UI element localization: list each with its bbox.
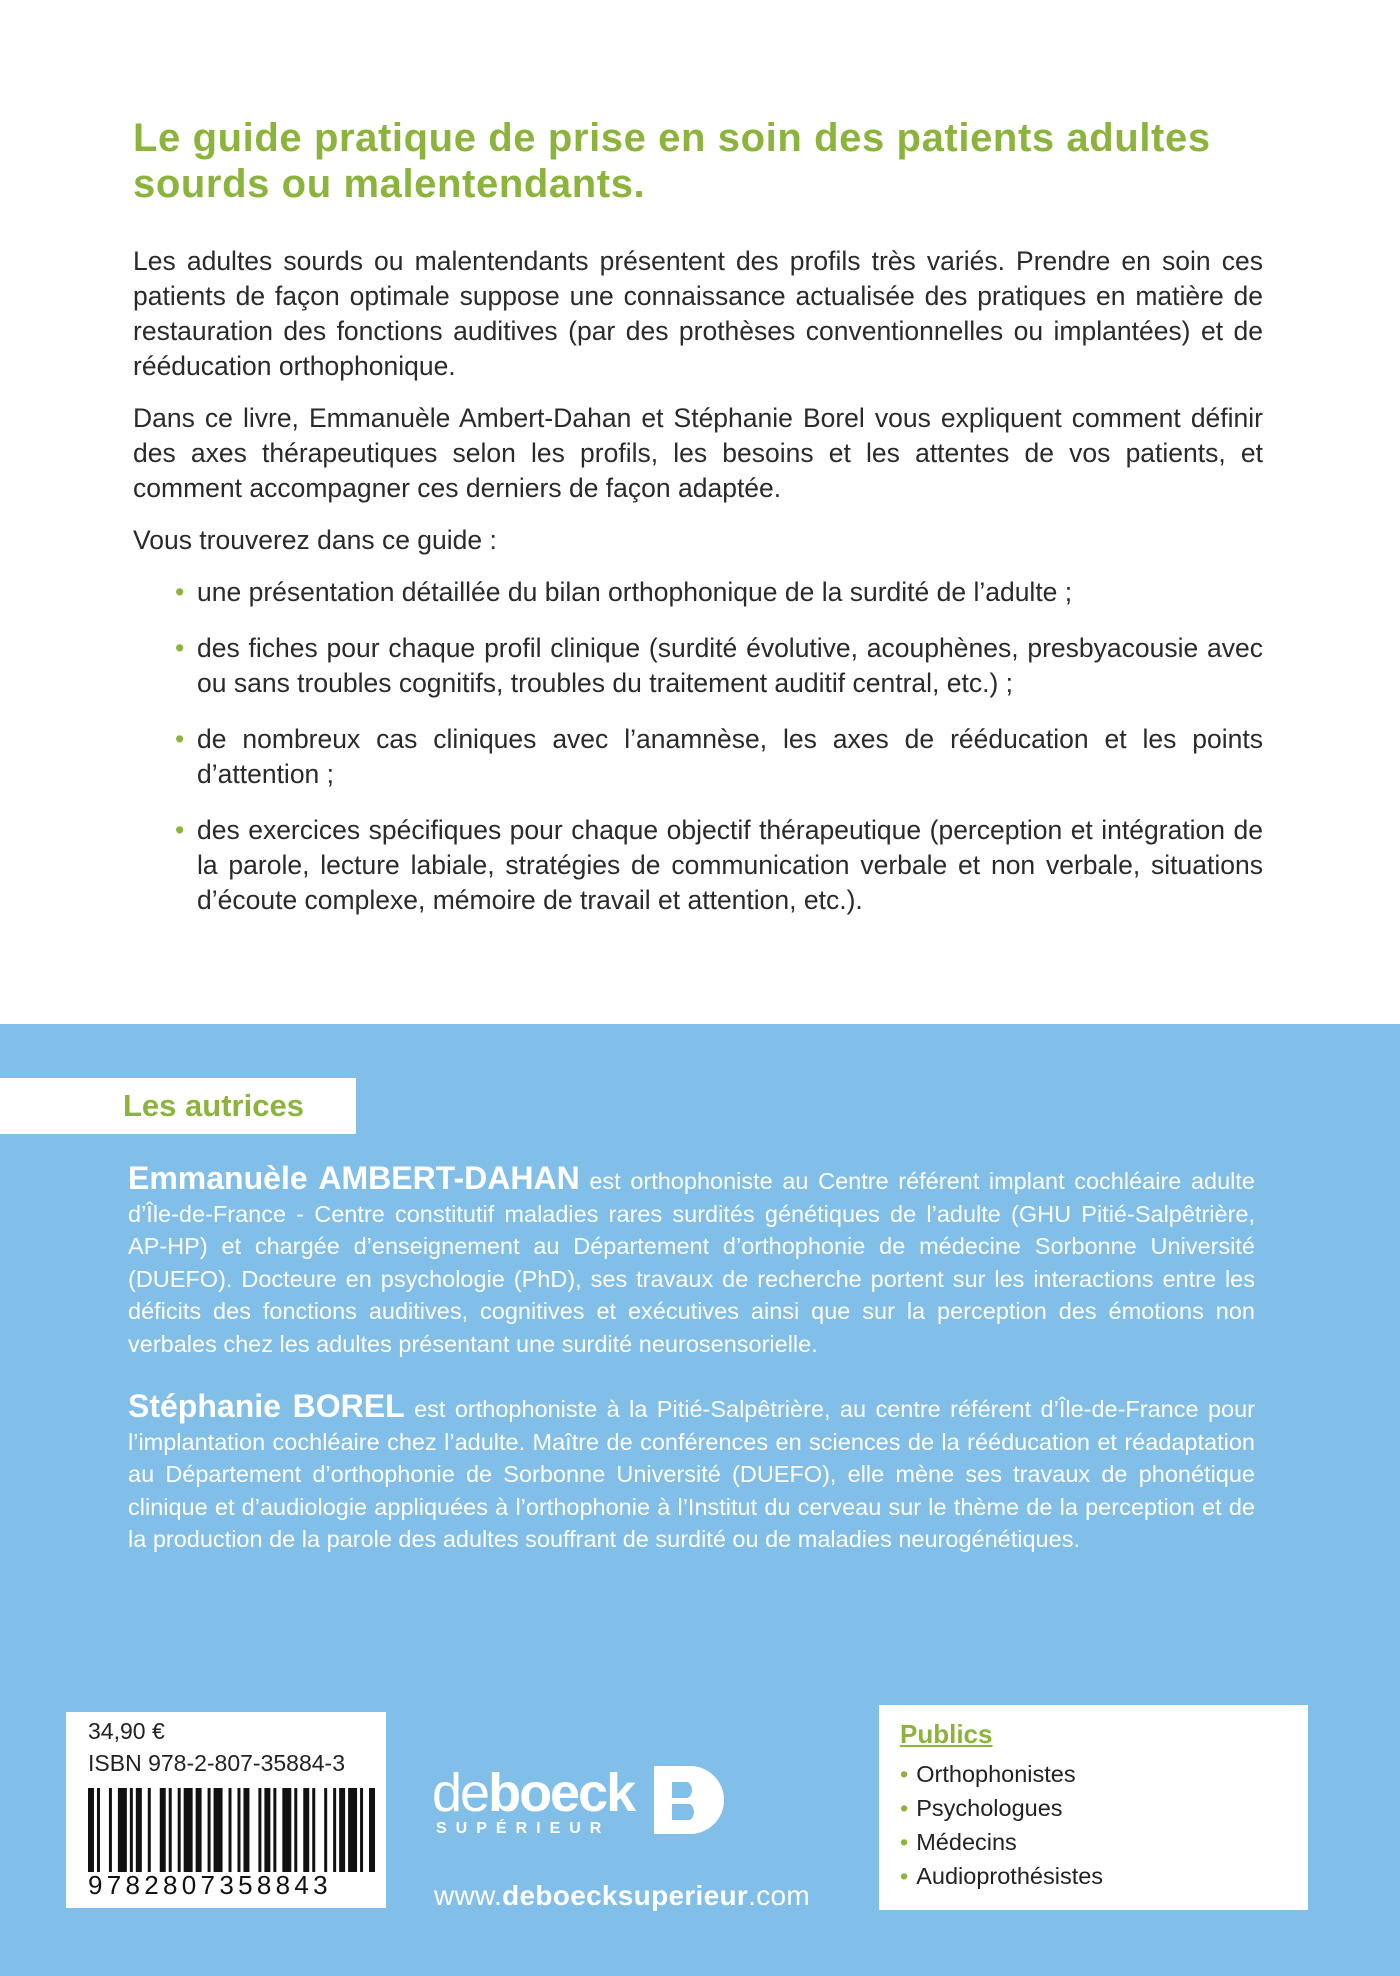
list-item: • une présentation détaillée du bilan orthophonique de la surdité de l’adulte ; [133, 575, 1263, 610]
list-item: • des exercices spécifiques pour chaque objectif thérapeutique (perception et intégration de la parole, lecture labiale, stratégies de communication verbale et non verbale, situations d’écoute complexe, mémoire de travail et attention, etc.). [175, 815, 1263, 915]
publics-box [879, 1705, 1308, 1910]
deboeck-d-monogram-icon [650, 1762, 726, 1838]
authors-heading: Les autrices [123, 1088, 304, 1123]
isbn: ISBN 978-2-807-35884-3 [88, 1750, 345, 1776]
bullet-icon: • [900, 1795, 909, 1821]
author-bio: Emmanuèle AMBERT-DAHAN est orthophoniste au Centre référent implant cochléaire adulte d’Île-de-France - Centre constitutif maladies rares surdités génétiques de l’adulte (GHU Pitié-Salpêtrière, AP-HP) et chargée d’enseignement au Département d’orthophonie de médecine Sorbonne Université (DUEFO). Docteure en psychologie (PhD), ses travaux de recherche portent sur les interactions entre les déficits des fonctions auditives, cognitives et exécutives ainsi que sur la perception des émotions non verbales chez les adultes présentant une surdité neurosensorielle. [128, 1160, 1255, 1357]
barcode-digits: 9782807358843 [88, 1870, 332, 1900]
bullet-icon: • [175, 815, 185, 845]
intro-paragraph: Dans ce livre, Emmanuèle Ambert-Dahan et Stéphanie Borel vous expliquent comment définir des axes thérapeutiques selon les profils, les besoins et les attentes de vos patients, et comment accompagner ces derniers de façon adaptée. [133, 403, 1263, 503]
website-link[interactable]: www.deboecksuperieur.com [434, 1880, 810, 1911]
list-item: • Médecins [900, 1829, 1017, 1855]
bullet-icon: • [175, 724, 185, 754]
bullet-icon: • [175, 633, 185, 663]
authors-heading-tab [0, 1078, 356, 1134]
intro-paragraph: Les adultes sourds ou malentendants présentent des profils très variés. Prendre en soin ces patients de façon optimale suppose une connaissance actualisée des pratiques en matière de restauration des fonctions auditives (par des prothèses conventionnelles ou implantées) et de rééducation orthophonique. [133, 246, 1263, 381]
bullet-icon: • [900, 1761, 909, 1787]
headline: Le guide pratique de prise en soin des patients adultes sourds ou malentendants. [133, 116, 1211, 206]
author-name: Emmanuèle AMBERT-DAHAN [128, 1160, 580, 1196]
bullet-icon: • [900, 1863, 909, 1889]
list-item: • Orthophonistes [900, 1761, 1076, 1787]
bullet-icon: • [175, 577, 185, 607]
bullet-icon: • [900, 1829, 909, 1855]
publisher-logo [432, 1762, 732, 1842]
list-item: • Audioprothésistes [900, 1863, 1104, 1889]
publics-title: Publics [900, 1719, 993, 1749]
author-name: Stéphanie BOREL [128, 1388, 405, 1424]
publics-list [900, 1757, 1103, 1893]
barcode-box [66, 1712, 386, 1908]
logo-wordmark: deboeck [432, 1763, 635, 1823]
list-item: • de nombreux cas cliniques avec l’anamnèse, les axes de rééducation et les points d’attention ; [175, 724, 1263, 789]
list-item: • Psychologues [900, 1795, 1063, 1821]
contents-list [133, 575, 1263, 918]
list-item: • des fiches pour chaque profil clinique (surdité évolutive, acouphènes, presbyacousie avec ou sans troubles cognitifs, troubles du traitement auditif central, etc.) ; [175, 633, 1263, 698]
author-bio: Stéphanie BOREL est orthophoniste à la Pitié-Salpêtrière, au centre référent d’Île-de-France pour l’implantation cochléaire chez l’adulte. Maître de conférences en sciences de la rééducation et réadaptation au Département d’orthophonie de Sorbonne Université (DUEFO), elle mène ses travaux de phonétique clinique et d’audiologie appliquées à l’orthophonie à l’Institut du cerveau sur le thème de la perception et de la production de la parole des adultes souffrant de surdité ou de maladies neurogénétiques. [128, 1388, 1256, 1552]
price: 34,90 € [88, 1718, 165, 1744]
intro-section [133, 244, 1263, 939]
intro-paragraph: Vous trouverez dans ce guide : [133, 525, 497, 555]
logo-subtitle: SUPÉRIEUR [436, 1820, 611, 1837]
barcode-icon [88, 1788, 378, 1872]
